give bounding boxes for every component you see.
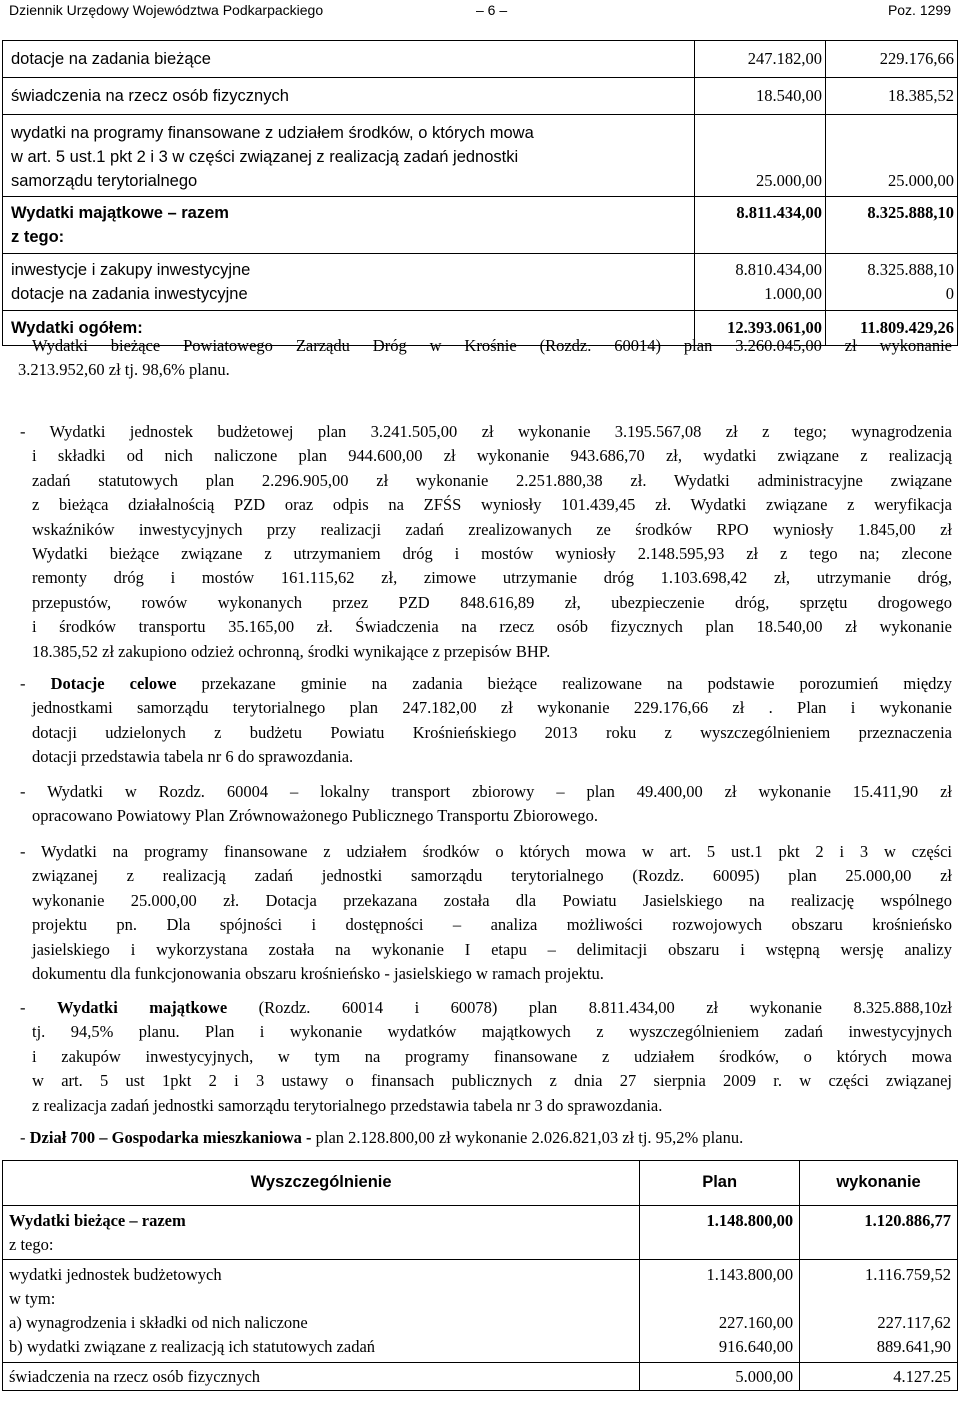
execution-value: 8.325.888,10: [867, 260, 954, 279]
paragraph: [20, 672, 952, 770]
table-row: [3, 197, 958, 254]
paragraph: [18, 334, 952, 383]
text-line: w art. 5 ust 1pkt 2 i 3 ustawy o finansach publicznych z dnia 27 sierpnia 2009 r. w części związanej: [32, 1071, 952, 1091]
table-row: [3, 1362, 958, 1391]
journal-title: Dziennik Urzędowy Województwa Podkarpackiego: [9, 2, 324, 18]
text-line: i składki od nich naliczone plan 944.600,00 zł wykonanie 943.686,70 zł, wydatki związane z realizacją: [32, 446, 952, 466]
execution-value: 25.000,00: [826, 115, 958, 197]
label-line: dotacje na zadania inwestycyjne: [11, 285, 248, 303]
execution-value: 227.117,62: [877, 1312, 951, 1332]
text-line: [20, 996, 952, 1020]
text-line: związanej z realizacją zadań jednostki samorządu terytorialnego (Rozdz. 60095) plan 25.000,00 zł: [32, 866, 952, 886]
plan-value: 1.148.800,00: [640, 1205, 800, 1260]
paragraph: [20, 840, 952, 986]
expenses-summary-table: [2, 40, 958, 346]
row-label: [3, 1260, 640, 1362]
table-row: [3, 254, 958, 311]
text-line: przepustów, rowów wykonanych przez PZD 848.616,89 zł, ubezpieczenie dróg, sprzętu drogowego: [32, 592, 952, 612]
table-row: [3, 1260, 958, 1362]
total-label: Wydatki ogółem:: [3, 311, 695, 346]
text-line: tj. 94,5% planu. Plan i wykonanie wydatków majątkowych z wyszczególnieniem zadań inwestycyjnych: [32, 1022, 952, 1042]
plan-value: [640, 1260, 800, 1362]
row-label: [3, 254, 695, 311]
text-line: - Wydatki w Rozdz. 60004 – lokalny transport zbiorowy – plan 49.400,00 zł wykonanie 15.411,90 zł: [20, 782, 952, 801]
plan-value: 247.182,00: [695, 41, 826, 78]
execution-value: 889.641,90: [876, 1336, 951, 1356]
table-row: [3, 115, 958, 197]
row-label: dotacje na zadania bieżące: [3, 41, 695, 78]
text-line: dokumentu dla funkcjonowania obszaru krośnieńsko - jasielskiego w ramach projektu.: [32, 964, 604, 984]
column-header: wykonanie: [800, 1161, 958, 1206]
execution-value: 1.120.886,77: [800, 1205, 958, 1260]
table-row: [3, 1205, 958, 1260]
execution-value: 4.127.25: [800, 1362, 958, 1391]
paragraph: [20, 420, 952, 664]
text-line: - Wydatki na programy finansowane z udziałem środków o których mowa w art. 5 ust.1 pkt 2 i 3 w części: [20, 842, 952, 861]
text-fragment: (Rozdz. 60014 i 60078) plan 8.811.434,00 zł wykonanie 8.325.888,10zł: [227, 998, 952, 1017]
text-line: Wydatki bieżące związane z utrzymaniem dróg i mostów wyniosły 2.148.595,93 zł z tego na; zlecone: [32, 544, 952, 564]
execution-value: 18.385,52: [826, 78, 958, 115]
execution-value: 1.116.759,52: [864, 1265, 951, 1285]
bold-term: Wydatki majątkowe: [56, 998, 228, 1017]
plan-value: [695, 254, 826, 311]
bullet-dash: -: [20, 674, 51, 693]
label-line: wydatki na programy finansowane z udziałem środków, o których mowa: [11, 124, 534, 142]
plan-value: 12.393.061,00: [695, 311, 826, 346]
row-label: świadczenia na rzecz osób fizycznych: [3, 1362, 640, 1391]
page-header: [9, 0, 951, 20]
text-line: 18.385,52 zł zakupiono odzież ochronną, środki wynikające z przepisów BHP.: [32, 641, 551, 661]
label-line: b) wydatki związane z realizacją ich statutowych zadań: [9, 1336, 376, 1356]
label-line: wydatki jednostek budżetowych: [9, 1265, 222, 1285]
text-line: i środków transportu 35.165,00 zł. Świadczenia na rzecz osób fizycznych plan 18.540,00 zł wykonanie: [32, 617, 952, 637]
label-line: inwestycje i zakupy inwestycyjne: [11, 261, 251, 279]
row-label: [3, 1205, 640, 1260]
bold-term: Dotacje celowe: [50, 674, 177, 693]
section-heading: Wydatki bieżące – razem: [9, 1210, 186, 1230]
text-line: - Wydatki jednostek budżetowej plan 3.241.505,00 zł wykonanie 3.195.567,08 zł z tego; wynagrodzenia: [20, 422, 952, 441]
text-line: jasielskiego i wykorzystana została na wykonanie I etapu – delimitacji obszaru i wstępną wersję analizy: [32, 939, 952, 959]
execution-value: [800, 1260, 958, 1362]
label-line: a) wynagrodzenia i składki od nich naliczone: [9, 1312, 308, 1332]
plan-value: 8.811.434,00: [695, 197, 826, 254]
execution-value: 11.809.429,26: [826, 311, 958, 346]
bold-term: Dział 700 – Gospodarka mieszkaniowa -: [29, 1128, 312, 1147]
execution-value: 8.325.888,10: [826, 197, 958, 254]
plan-value: 1.143.800,00: [706, 1265, 794, 1285]
text-line: z bieżąca działalnością PZD oraz odpis na ZFŚS wyniosły 101.439,45 zł. Wydatki związane z weryfikacja: [32, 495, 952, 515]
text-line: 3.213.952,60 zł tj. 98,6% planu.: [18, 360, 230, 380]
plan-value: 1.000,00: [764, 284, 823, 303]
table-row: [3, 78, 958, 115]
column-header: Wyszczególnienie: [3, 1161, 640, 1206]
column-header: Plan: [640, 1161, 800, 1206]
bullet-dash: -: [20, 1128, 30, 1147]
table-row: [3, 41, 958, 78]
text-line: wykonanie 25.000,00 zł. Dotacja przekazana została dla Powiatu Jasielskiego na realizację wspólnego: [32, 890, 952, 910]
text-line: dotacji udzielonych z budżetu Powiatu Krośnieńskiego 2013 roku z wyszczególnieniem przeznaczenia: [32, 722, 952, 742]
spacer: [806, 1287, 951, 1311]
row-label: [3, 197, 695, 254]
text-fragment: przekazane gminie na zadania bieżące realizowane na podstawie porozumień między: [176, 674, 952, 693]
subheading: z tego:: [9, 1234, 54, 1254]
text-line: opracowano Powiatowy Plan Zrównoważonego Publicznego Transportu Zbiorowego.: [32, 806, 598, 826]
subheading: w tym:: [9, 1289, 56, 1309]
paragraph: [20, 1126, 952, 1150]
row-label: [3, 115, 695, 197]
row-label: świadczenia na rzecz osób fizycznych: [3, 78, 695, 115]
text-line: [20, 672, 952, 696]
plan-value: 8.810.434,00: [735, 260, 823, 279]
plan-value: 227.160,00: [718, 1312, 794, 1332]
execution-value: 229.176,66: [826, 41, 958, 78]
housing-expenses-table: [2, 1160, 958, 1391]
table-header-row: [3, 1161, 958, 1206]
text-line: Wydatki bieżące Powiatowego Zarządu Dróg w Krośnie (Rozdz. 60014) plan 3.260.045,00 zł wykonanie: [32, 336, 952, 355]
execution-value: 0: [945, 284, 954, 303]
spacer: [646, 1287, 793, 1311]
text-line: projektu pn. Dla spójności i dostępności – analiza możliwości rozwojowych obszaru krośnieńsko: [32, 915, 952, 935]
text-line: zadań statutowych plan 2.296.905,00 zł wykonanie 2.251.880,38 zł. Wydatki administracyjne związane: [32, 470, 952, 490]
position-number: Poz. 1299: [887, 2, 951, 18]
paragraph: [20, 996, 952, 1118]
paragraph: [20, 780, 952, 829]
text-line: jednostkami samorządu terytorialnego plan 247.182,00 zł wykonanie 229.176,66 zł . Plan i wykonanie: [32, 698, 952, 718]
plan-value: 5.000,00: [640, 1362, 800, 1391]
page-number: – 6 –: [476, 2, 508, 18]
plan-value: 18.540,00: [695, 78, 826, 115]
text-line: z realizacja zadań jednostki samorządu terytorialnego przedstawia tabela nr 3 do sprawozdania.: [32, 1095, 663, 1115]
plan-value: 25.000,00: [695, 115, 826, 197]
bullet-dash: -: [20, 998, 57, 1017]
text-line: dotacji przedstawia tabela nr 6 do sprawozdania.: [32, 747, 354, 767]
label-line: w art. 5 ust.1 pkt 2 i 3 w części związanej z realizacją zadań jednostki: [11, 148, 519, 166]
plan-value: 916.640,00: [718, 1336, 794, 1356]
text-line: remonty dróg i mostów 161.115,62 zł, zimowe utrzymanie dróg 1.103.698,42 zł, utrzymanie dróg,: [32, 568, 952, 588]
text-line: i zakupów inwestycyjnych, w tym na programy finansowane z udziałem środków, o których mowa: [32, 1046, 952, 1066]
text-line: [20, 1126, 952, 1150]
text-fragment: plan 2.128.800,00 zł wykonanie 2.026.821,03 zł tj. 95,2% planu.: [311, 1128, 744, 1147]
execution-value: [826, 254, 958, 311]
section-heading: Wydatki majątkowe – razem: [11, 204, 229, 222]
subheading: z tego:: [11, 228, 65, 246]
label-line: samorządu terytorialnego: [11, 172, 198, 190]
text-line: wskaźników inwestycyjnych przy realizacji zadań zrealizowanych ze środków RPO wyniosły 1.845,00 zł: [32, 519, 952, 539]
